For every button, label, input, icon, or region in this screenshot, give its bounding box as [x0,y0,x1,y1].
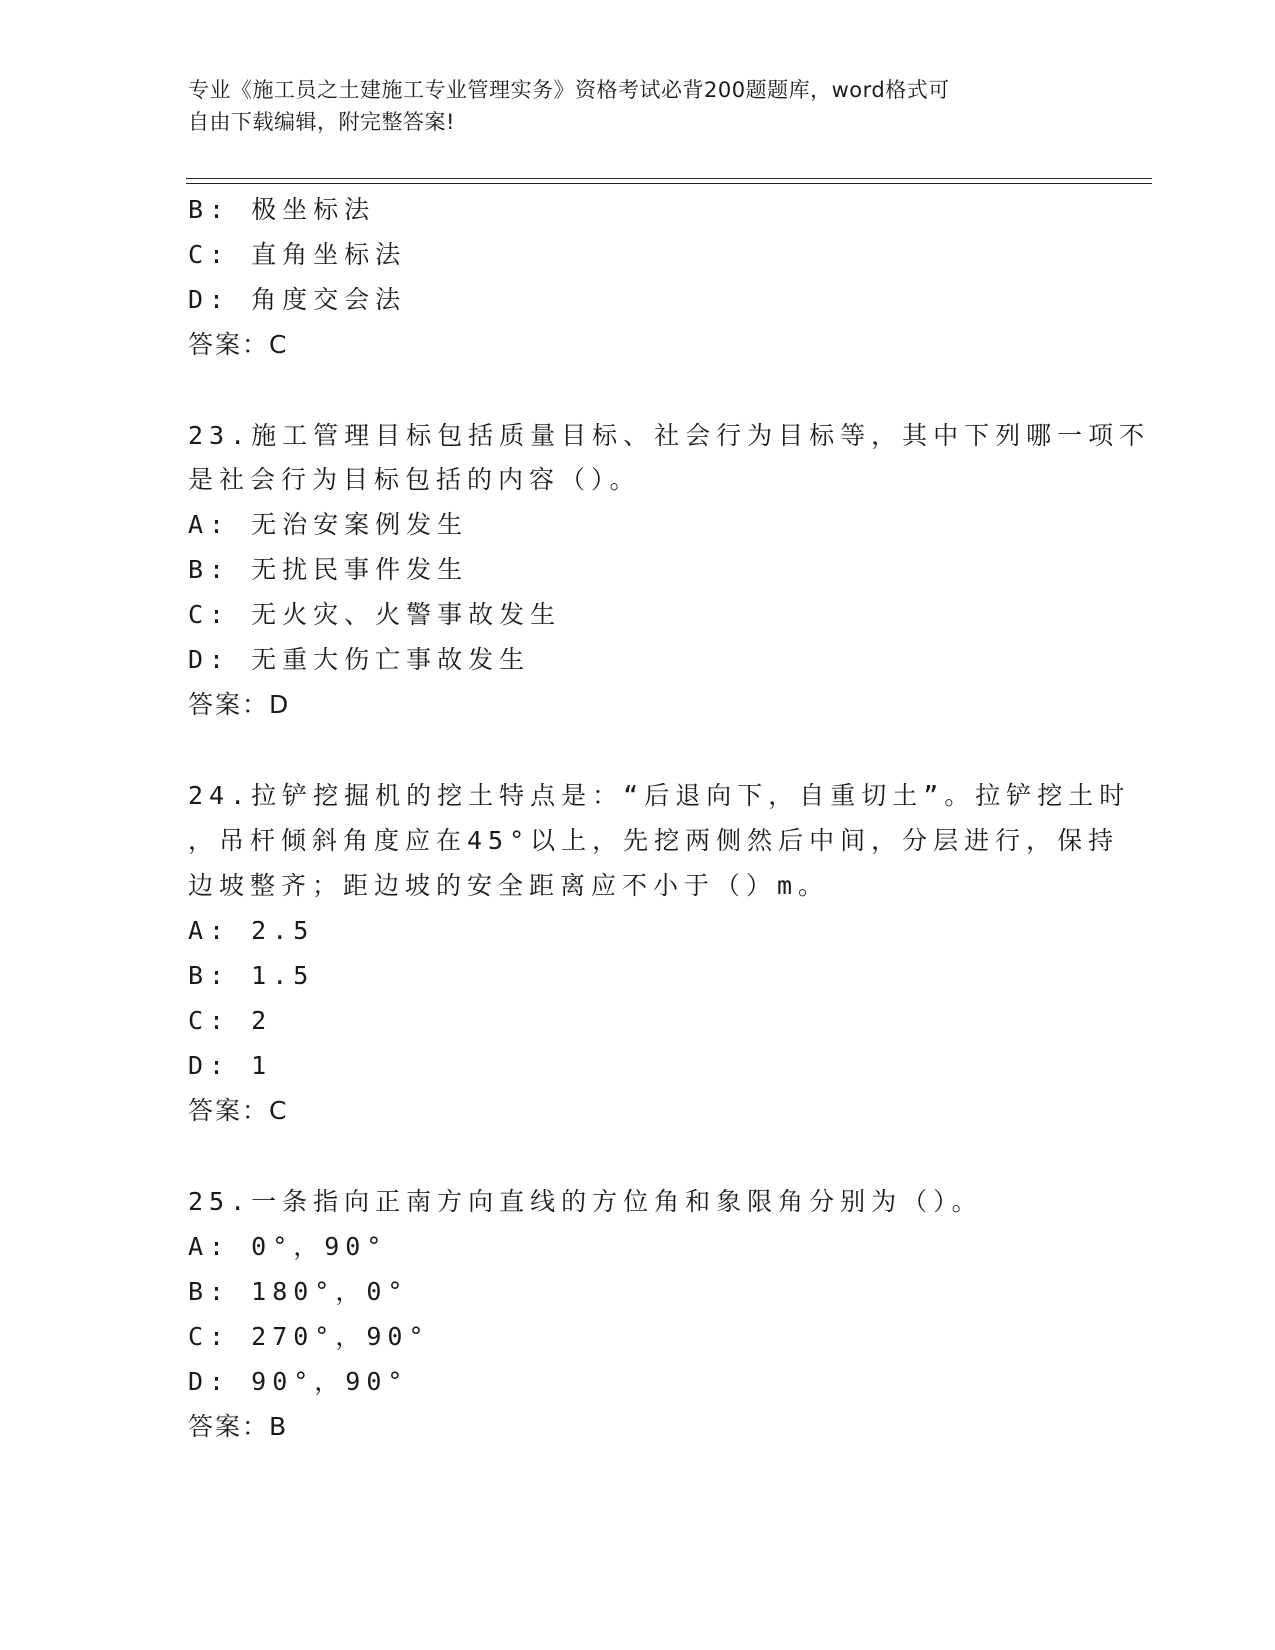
q22-option-b: B: 极坐标法 [188,195,376,224]
q24-stem-line-1: 24.拉铲挖掘机的挖土特点是：“后退向下，自重切土”。拉铲挖土时 [188,781,1131,810]
q23-option-c: C: 无火灾、火警事故发生 [188,600,562,629]
q24-option-c: C: 2 [188,1006,273,1035]
q23-option-a: A: 无治安案例发生 [188,510,469,539]
q23-option-d: D: 无重大伤亡事故发生 [188,645,531,674]
q24-option-d: D: 1 [188,1051,273,1080]
q25-stem-line-1: 25.一条指向正南方向直线的方位角和象限角分别为（）。 [188,1187,983,1216]
q22-option-c: C: 直角坐标法 [188,240,407,269]
header-line-2: 自由下载编辑，附完整答案! [188,110,455,134]
q23-answer: 答案：D [188,690,291,719]
q24-stem-line-3: 边坡整齐；距边坡的安全距离应不小于（）m。 [188,871,830,900]
q24-option-b: B: 1.5 [188,961,315,990]
q22-option-d: D: 角度交会法 [188,285,407,314]
q23-stem-line-2: 是社会行为目标包括的内容（）。 [188,465,641,494]
q25-answer: 答案：B [188,1412,289,1441]
q25-option-c: C: 270°，90° [188,1322,430,1351]
q24-option-a: A: 2.5 [188,916,315,945]
q23-option-b: B: 无扰民事件发生 [188,555,469,584]
q24-answer: 答案：C [188,1096,289,1125]
header-line-1: 专业《施工员之土建施工专业管理实务》资格考试必背200题题库，word格式可 [188,78,950,102]
q25-option-d: D: 90°，90° [188,1367,409,1396]
q25-option-a: A: 0°，90° [188,1232,388,1261]
q25-option-b: B: 180°，0° [188,1277,409,1306]
q22-answer: 答案：C [188,330,289,359]
q23-stem-line-1: 23.施工管理目标包括质量目标、社会行为目标等，其中下列哪一项不 [188,421,1151,450]
q24-stem-line-2: ，吊杆倾斜角度应在45°以上，先挖两侧然后中间，分层进行，保持 [188,826,1120,855]
